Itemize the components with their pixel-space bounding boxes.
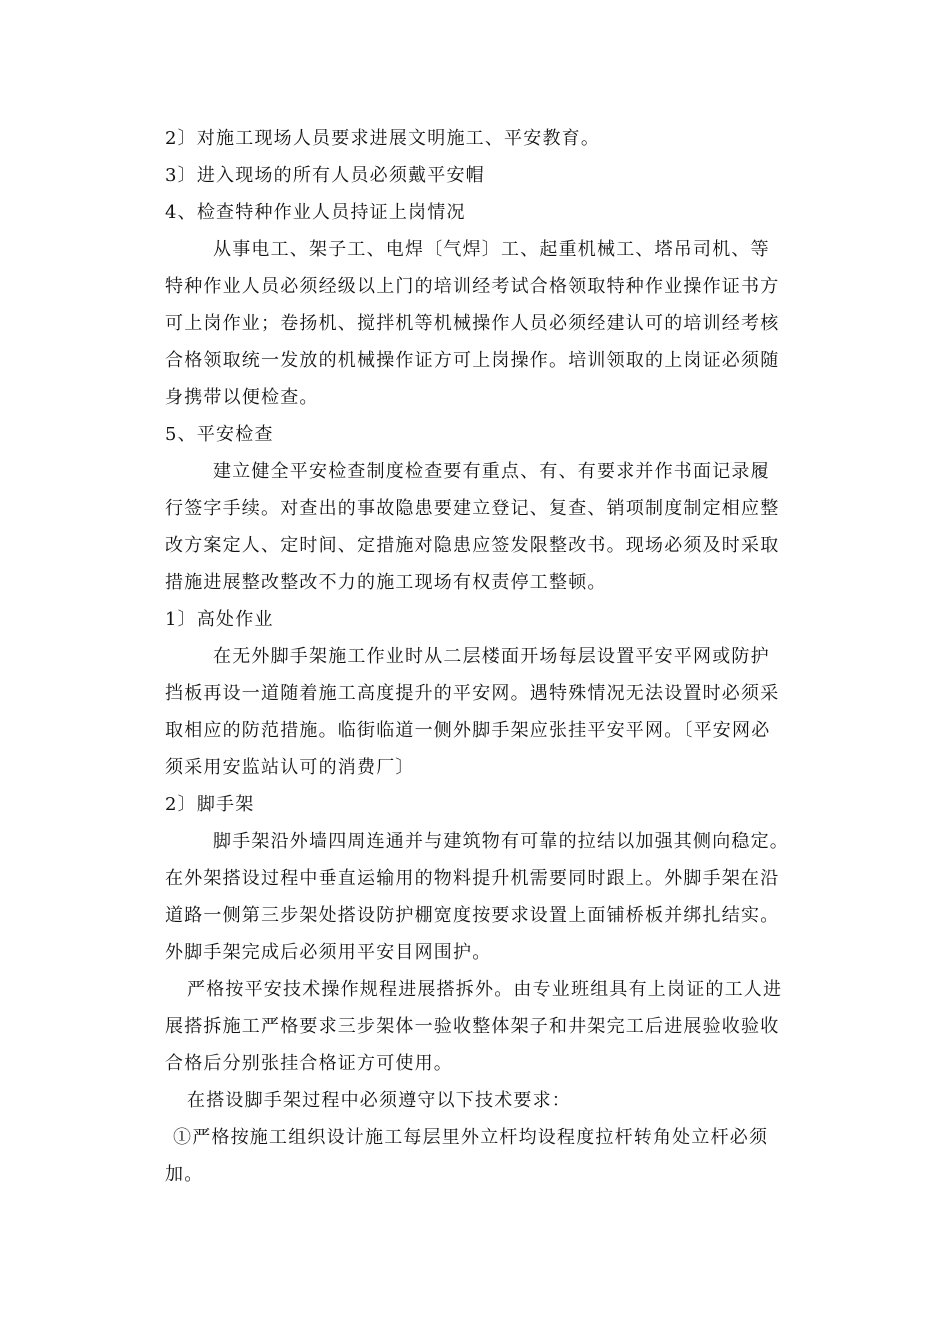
paragraph-line: 改方案定人、定时间、定措施对隐患应签发限整改书。现场必须及时采取: [165, 535, 780, 556]
paragraph-line: 在外架搭设过程中垂直运输用的物料提升机需要同时跟上。外脚手架在沿: [165, 868, 780, 889]
paragraph-line: 特种作业人员必须经级以上门的培训经考试合格领取特种作业操作证书方: [165, 276, 780, 297]
paragraph-line: 外脚手架完成后必须用平安目网围护。: [165, 942, 492, 963]
paragraph-line: 挡板再设一道随着施工高度提升的平安网。遇特殊情况无法设置时必须采: [165, 683, 780, 704]
item-2-civilized-construction: 2〕对施工现场人员要求进展文明施工、平安教育。: [165, 128, 601, 149]
paragraph-line: 合格领取统一发放的机械操作证方可上岗操作。培训领取的上岗证必须随: [165, 350, 780, 371]
heading-2-scaffolding: 2〕脚手架: [165, 794, 255, 815]
paragraph-line: 加。: [165, 1164, 204, 1185]
paragraph-line: 可上岗作业；卷扬机、搅拌机等机械操作人员必须经建认可的培训经考核: [165, 313, 780, 334]
paragraph-line: 合格后分别张挂合格证方可使用。: [165, 1053, 453, 1074]
paragraph-line: 严格按平安技术操作规程进展搭拆外。由专业班组具有上岗证的工人进: [187, 979, 783, 1000]
paragraph-line: 在搭设脚手架过程中必须遵守以下技术要求：: [187, 1090, 571, 1111]
paragraph-line: 展搭拆施工严格要求三步架体一验收整体架子和井架完工后进展验收验收: [165, 1016, 780, 1037]
paragraph-line: 身携带以便检查。: [165, 387, 319, 408]
item-3-safety-helmet: 3〕进入现场的所有人员必须戴平安帽: [165, 165, 485, 186]
paragraph-line: 从事电工、架子工、电焊〔气焊〕工、起重机械工、塔吊司机、等: [213, 239, 770, 260]
paragraph-line: 取相应的防范措施。临街临道一侧外脚手架应张挂平安平网。〔平安网必: [165, 720, 771, 741]
paragraph-line: 行签字手续。对查出的事故隐患要建立登记、复查、销项制度制定相应整: [165, 498, 780, 519]
heading-4-special-operators: 4、检查特种作业人员持证上岗情况: [165, 202, 466, 223]
paragraph-line: 建立健全平安检查制度检查要有重点、有、有要求并作书面记录履: [213, 461, 770, 482]
paragraph-line: 须采用安监站认可的消费厂〕: [165, 757, 415, 778]
document-body: [165, 120, 789, 1193]
heading-1-work-at-height: 1〕高处作业: [165, 609, 274, 630]
heading-5-safety-inspection: 5、平安检查: [165, 424, 274, 445]
paragraph-line: 措施进展整改整改不力的施工现场有权责停工整顿。: [165, 572, 607, 593]
paragraph-line: 道路一侧第三步架处搭设防护棚宽度按要求设置上面铺桥板并绑扎结实。: [165, 905, 780, 926]
list-item-1: ①严格按施工组织设计施工每层里外立杆均设程度拉杆转角处立杆必须: [173, 1127, 769, 1148]
paragraph-line: 脚手架沿外墙四周连通并与建筑物有可靠的拉结以加强其侧向稳定。: [213, 831, 789, 852]
paragraph-line: 在无外脚手架施工作业时从二层楼面开场每层设置平安平网或防护: [213, 646, 770, 667]
